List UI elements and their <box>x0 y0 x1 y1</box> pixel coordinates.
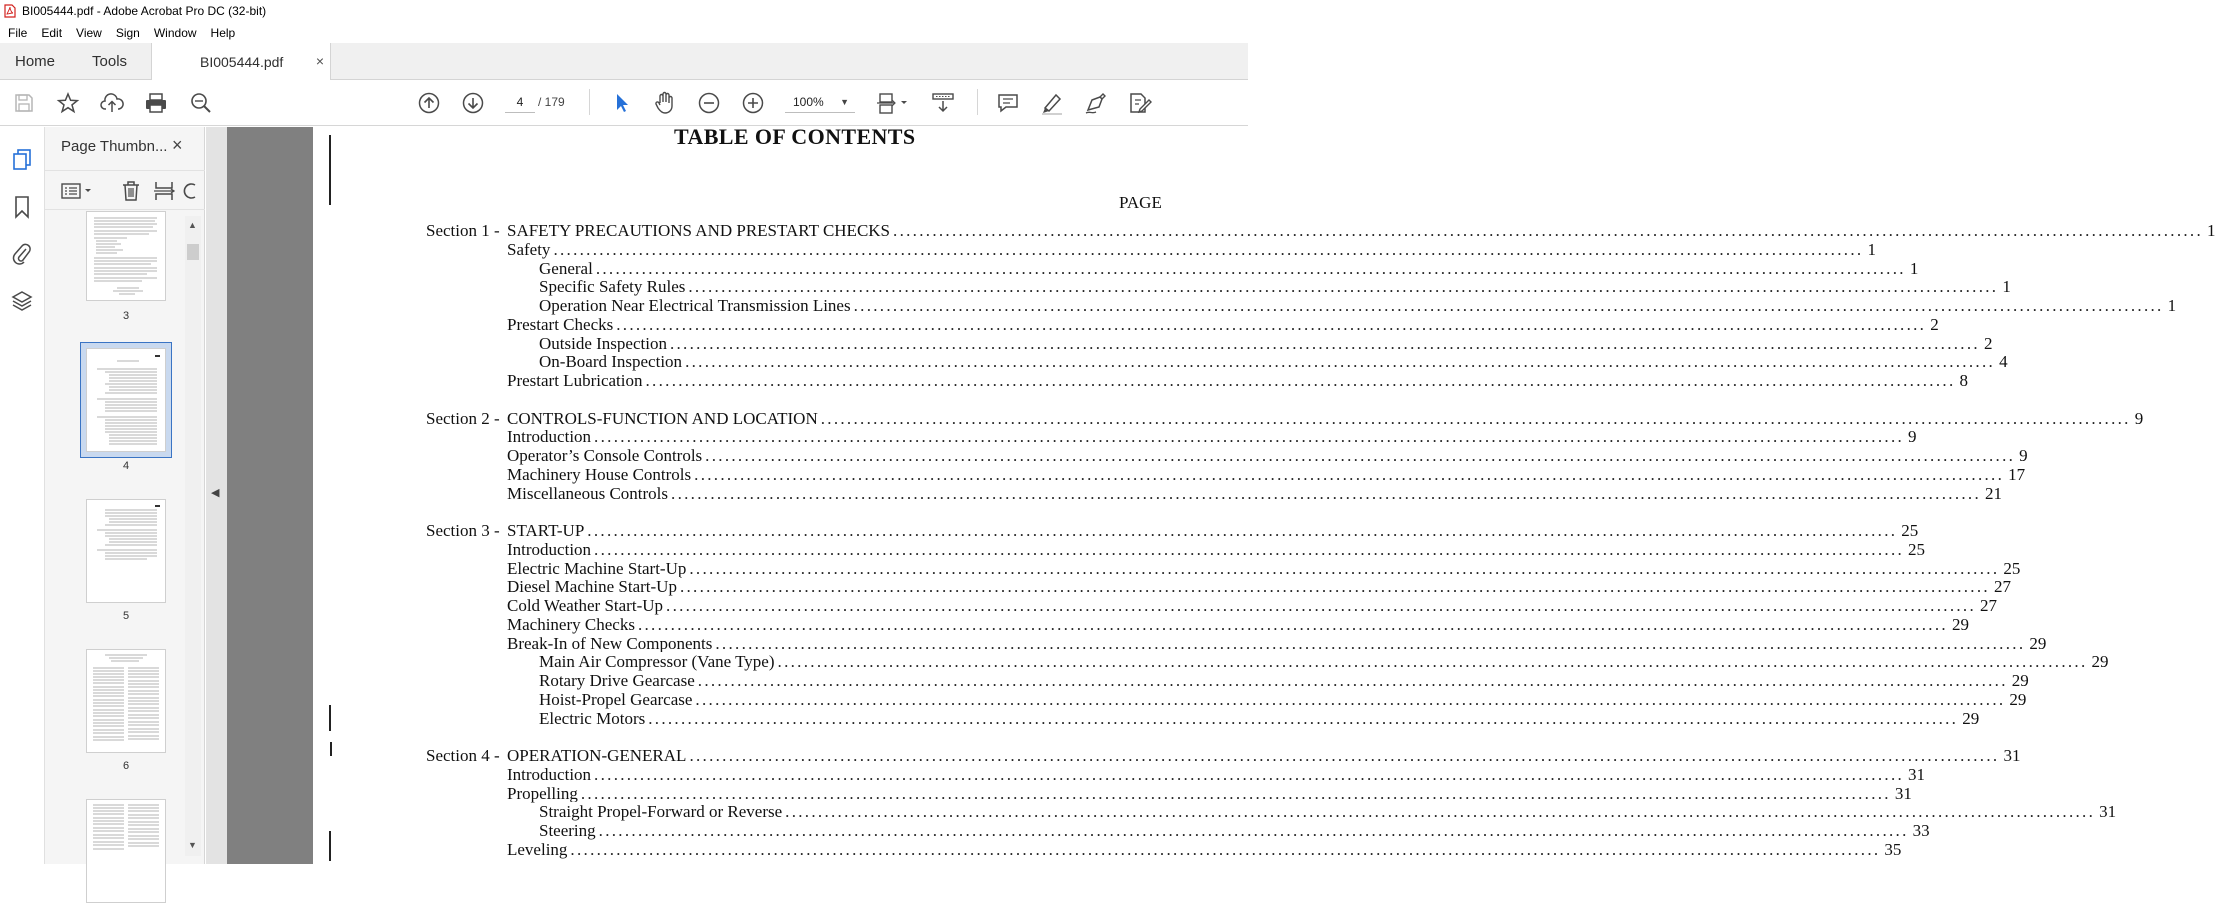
toc-entry-title: Main Air Compressor (Vane Type) <box>539 652 778 672</box>
fit-page-icon[interactable] <box>875 91 911 115</box>
toc-entry <box>507 614 1969 634</box>
toc-entry <box>507 464 2026 484</box>
section-prefix: Section 2 - <box>426 408 500 428</box>
menu-file[interactable]: File <box>8 25 28 40</box>
thumbnail-scrollbar[interactable] <box>185 216 201 856</box>
left-navigation-rail <box>0 127 45 864</box>
toc-entry <box>507 539 1926 559</box>
page-thumbnails-icon[interactable] <box>10 148 34 172</box>
toc-entry-title: Electric Motors <box>539 709 648 729</box>
toc-leader-dots: ........................................................................................................................................................................................................ <box>671 483 1982 503</box>
attachment-paperclip-icon[interactable] <box>10 241 34 265</box>
toc-entry <box>539 333 1993 353</box>
page-number-input[interactable]: 4 <box>505 91 535 113</box>
toc-leader-dots: ........................................................................................................................................................................................................ <box>695 689 2006 709</box>
chevron-down-icon: ▼ <box>840 97 849 107</box>
toc-entry-title: Introduction <box>507 765 594 785</box>
toc-entry-title: Propelling <box>507 784 581 804</box>
toc-leader-dots: ........................................................................................................................................................................................................ <box>705 446 2016 465</box>
toc-entry-page: 1 <box>2203 221 2216 241</box>
thumbnail-page-5[interactable] <box>86 499 166 603</box>
toc-entry-title: Electric Machine Start-Up <box>507 559 689 579</box>
toc-entry-title: Hoist-Propel Gearcase <box>539 690 695 710</box>
toc-entry-page: 1 <box>2164 296 2177 316</box>
select-cursor-icon[interactable] <box>609 91 633 115</box>
toc-entry <box>507 746 2021 765</box>
toc-leader-dots: ........................................................................................................................................................................................................ <box>598 821 1909 840</box>
toc-leader-dots: ........................................................................................................................................................................................................ <box>777 652 2088 672</box>
toc-leader-dots: ........................................................................................................................................................................................................ <box>820 408 2131 428</box>
toc-entry-title: Specific Safety Rules <box>539 277 688 297</box>
toc-entry-title: Introduction <box>507 540 594 560</box>
toc-entry <box>507 596 1998 615</box>
toc-leader-dots: ........................................................................................................................................................................................................ <box>580 783 1891 803</box>
toc-leader-dots: ........................................................................................................................................................................................................ <box>785 802 2096 822</box>
delete-trash-icon[interactable] <box>119 179 143 203</box>
toc-leader-dots: ........................................................................................................................................................................................................ <box>666 596 1977 615</box>
toc-leader-dots: ........................................................................................................................................................................................................ <box>688 277 1999 297</box>
toolbar-separator <box>977 89 978 115</box>
thumbnail-page-6[interactable] <box>86 649 166 753</box>
save-icon[interactable] <box>12 91 36 115</box>
toc-leader-dots: ........................................................................................................................................................................................................ <box>594 539 1905 559</box>
toc-entry-page: 29 <box>1948 615 1969 635</box>
toc-entry-page: 1 <box>1863 240 1876 260</box>
toc-entry-title: Operation Near Electrical Transmission Lines <box>539 296 854 316</box>
toc-entry-title: Prestart Lubrication <box>507 371 646 391</box>
toc-entry <box>507 483 2003 503</box>
thumbnail-page-3[interactable] <box>86 211 166 301</box>
toc-entry-page: 2 <box>1926 315 1939 335</box>
toc-entry-title: Outside Inspection <box>539 334 670 354</box>
section-prefix: Section 3 - <box>426 521 500 540</box>
close-panel-button[interactable]: × <box>172 135 183 155</box>
menu-window[interactable]: Window <box>153 25 197 40</box>
toc-entry <box>507 558 2021 578</box>
scan-artifact <box>329 831 331 861</box>
toc-entry-title: Steering <box>539 821 599 841</box>
toc-leader-dots: ........................................................................................................................................................................................................ <box>694 464 2005 484</box>
acrobat-logo-icon <box>4 4 16 18</box>
previous-page-icon[interactable] <box>417 91 441 115</box>
layers-icon[interactable] <box>10 289 34 313</box>
toc-entry-title: Prestart Checks <box>507 315 616 335</box>
toc-entry-page: 29 <box>2088 652 2109 672</box>
toc-leader-dots: ........................................................................................................................................................................................................ <box>715 633 2026 653</box>
toc-entry-page: 8 <box>1956 371 1969 391</box>
edit-document-icon[interactable] <box>1128 91 1152 115</box>
sign-pen-icon[interactable] <box>1084 91 1108 115</box>
panel-toolbar <box>45 170 205 210</box>
toc-entry-page: 33 <box>1909 821 1930 841</box>
toc-entry <box>507 427 1917 447</box>
toc-entry <box>507 446 2028 465</box>
toc-entry-page: 21 <box>1981 484 2002 504</box>
toc-entry-title: START-UP <box>507 521 587 541</box>
toc-entry-title: OPERATION-GENERAL <box>507 746 689 766</box>
toc-entry-page: 25 <box>1904 540 1925 560</box>
star-icon[interactable] <box>56 91 80 115</box>
toc-leader-dots: ........................................................................................................................................................................................................ <box>648 708 1959 728</box>
toc-leader-dots: ........................................................................................................................................................................................................ <box>685 352 1996 372</box>
zoom-in-icon[interactable] <box>741 91 765 115</box>
toc-entry-title: SAFETY PRECAUTIONS AND PRESTART CHECKS <box>507 221 893 241</box>
collapse-panel-icon[interactable]: ◀ <box>211 487 220 499</box>
toc-entry-page: 27 <box>1976 596 1997 616</box>
zoom-select[interactable] <box>785 91 855 113</box>
toc-leader-dots: ........................................................................................................................................................................................................ <box>595 258 1906 278</box>
toc-entry-page: 9 <box>1904 427 1917 447</box>
toolbar <box>0 80 1248 126</box>
tab-document[interactable] <box>151 43 331 80</box>
toc-entry-page: 31 <box>1999 746 2020 766</box>
close-tab-button[interactable]: × <box>315 53 324 69</box>
toc-entry-title: General <box>539 259 596 279</box>
toc-entry <box>507 783 1912 803</box>
toc-leader-dots: ........................................................................................................................................................................................................ <box>689 558 2000 578</box>
toc-entry <box>507 839 1902 859</box>
section-prefix: Section 1 - <box>426 221 500 240</box>
page-total: / 179 <box>538 95 565 109</box>
scrollbar-thumb[interactable] <box>187 244 199 260</box>
menu-view[interactable]: View <box>76 25 102 40</box>
insert-pages-icon[interactable] <box>152 179 176 203</box>
toc-entry <box>539 671 2029 690</box>
rotate-icon[interactable] <box>184 179 198 203</box>
toc-entry-page: 29 <box>1958 709 1979 729</box>
options-menu-icon[interactable] <box>59 179 95 203</box>
toc-entry <box>507 408 2144 428</box>
pdf-page <box>313 124 2216 864</box>
toc-entry <box>539 652 2109 672</box>
toc-entry-title: Safety <box>507 240 553 260</box>
toc-entry <box>507 239 1876 259</box>
toc-entry-title: Rotary Drive Gearcase <box>539 671 698 691</box>
thumbnail-label-6: 6 <box>122 760 130 772</box>
toc-entry <box>539 689 2027 709</box>
toc-leader-dots: ........................................................................................................................................................................................................ <box>553 239 1864 259</box>
toc-entry-page: 29 <box>2025 634 2046 654</box>
toc-entry <box>539 708 1980 728</box>
toc-entry-title: Straight Propel-Forward or Reverse <box>539 802 785 822</box>
toc-leader-dots: ........................................................................................................................................................................................................ <box>853 296 2164 315</box>
toc-heading: TABLE OF CONTENTS <box>674 124 916 149</box>
toc-entry-page: 27 <box>1990 577 2011 597</box>
toc-leader-dots: ........................................................................................................................................................................................................ <box>697 671 2008 690</box>
toc-entry-page: 31 <box>2095 802 2116 822</box>
print-icon[interactable] <box>144 91 168 115</box>
toc-entry <box>539 821 1930 840</box>
toc-entry-title: Cold Weather Start-Up <box>507 596 666 616</box>
scan-artifact <box>329 135 331 205</box>
toc-entry-page: 35 <box>1880 840 1901 860</box>
toc-leader-dots: ........................................................................................................................................................................................................ <box>669 333 1980 353</box>
toc-entry-title: Machinery Checks <box>507 615 638 635</box>
toc-entry <box>507 221 2216 240</box>
toc-leader-dots: ........................................................................................................................................................................................................ <box>893 221 2204 240</box>
scan-artifact <box>330 742 332 756</box>
page-thumbnails-panel <box>45 127 205 864</box>
search-icon[interactable] <box>189 91 213 115</box>
toc-entry-page: 31 <box>1904 765 1925 785</box>
toc-entry-page: 9 <box>2131 409 2144 429</box>
menu-help[interactable]: Help <box>210 25 236 40</box>
toc-entry <box>507 577 2011 597</box>
toc-entry-title: Machinery House Controls <box>507 465 694 485</box>
thumbnail-list <box>45 211 189 856</box>
toc-leader-dots: ........................................................................................................................................................................................................ <box>594 427 1905 447</box>
tab-bar <box>0 43 1248 80</box>
toc-leader-dots: ........................................................................................................................................................................................................ <box>637 614 1948 634</box>
thumbnail-page-4[interactable] <box>86 348 166 452</box>
toc-entry-title: Introduction <box>507 427 594 447</box>
toc-entry-title: Break-In of New Components <box>507 634 715 654</box>
toc-entry-page: 1 <box>1906 259 1919 279</box>
document-margin <box>227 127 313 864</box>
highlight-pen-icon[interactable] <box>1040 91 1064 115</box>
section-prefix: Section 4 - <box>426 746 500 765</box>
toc-leader-dots: ........................................................................................................................................................................................................ <box>679 577 1990 597</box>
toc-entry-title: Operator’s Console Controls <box>507 446 705 466</box>
toc-leader-dots: ........................................................................................................................................................................................................ <box>594 764 1905 784</box>
toc-entry <box>539 296 2177 315</box>
toc-entry-title: Miscellaneous Controls <box>507 484 671 504</box>
toc-entry-page: 9 <box>2015 446 2028 466</box>
toc-entry <box>539 277 2011 297</box>
bookmark-icon[interactable] <box>10 195 34 219</box>
toc-entry-page: 17 <box>2004 465 2025 485</box>
menu-bar <box>0 22 1248 43</box>
toc-entry <box>539 802 2117 822</box>
toc-entry <box>507 314 1939 334</box>
scroll-up-icon[interactable]: ▲ <box>188 220 197 230</box>
next-page-icon[interactable] <box>461 91 485 115</box>
thumbnail-label-4: 4 <box>122 460 130 472</box>
scan-artifact <box>329 705 331 731</box>
menu-sign[interactable]: Sign <box>115 25 140 40</box>
toc-entry <box>539 352 2008 372</box>
document-tab-title: BI005444.pdf <box>200 53 284 70</box>
comment-icon[interactable] <box>996 91 1020 115</box>
toc-leader-dots: ........................................................................................................................................................................................................ <box>570 839 1881 859</box>
toc-entry-page: 29 <box>2005 690 2026 710</box>
thumbnail-page-7[interactable] <box>86 799 166 903</box>
toc-entry-page: 4 <box>1995 352 2008 372</box>
hand-tool-icon[interactable] <box>653 91 677 115</box>
toc-entry <box>507 521 1919 540</box>
toc-leader-dots: ........................................................................................................................................................................................................ <box>689 746 2000 765</box>
toc-entry <box>507 371 1968 390</box>
toc-entry-title: Leveling <box>507 840 570 860</box>
toc-entry-page: 25 <box>1897 521 1918 541</box>
toc-entry <box>507 633 2047 653</box>
toc-entry-page: 31 <box>1891 784 1912 804</box>
scroll-down-icon[interactable]: ▼ <box>188 840 197 850</box>
toc-entry-title: CONTROLS-FUNCTION AND LOCATION <box>507 409 821 429</box>
page-column-label: PAGE <box>1119 193 1162 212</box>
toc-entry-page: 29 <box>2008 671 2029 691</box>
toc-entry-title: On-Board Inspection <box>539 352 685 372</box>
thumbnail-label-5: 5 <box>122 610 130 622</box>
toc-leader-dots: ........................................................................................................................................................................................................ <box>587 521 1898 540</box>
toc-entry <box>539 258 1919 278</box>
toc-entry-title: Diesel Machine Start-Up <box>507 577 680 597</box>
menu-edit[interactable]: Edit <box>41 25 63 40</box>
tab-tools[interactable]: Tools <box>92 52 128 70</box>
panel-title: Page Thumbn... <box>61 138 168 155</box>
toc-entry-page: 25 <box>1999 559 2020 579</box>
tab-home[interactable]: Home <box>15 52 56 70</box>
window-title: BI005444.pdf - Adobe Acrobat Pro DC (32-bit) <box>22 4 267 18</box>
zoom-out-icon[interactable] <box>697 91 721 115</box>
toc-leader-dots: ........................................................................................................................................................................................................ <box>645 371 1956 390</box>
toc-entry-page: 1 <box>1998 277 2011 297</box>
title-bar <box>0 0 1248 22</box>
upload-cloud-icon[interactable] <box>100 91 124 115</box>
toolbar-separator <box>589 89 590 115</box>
toc-leader-dots: ........................................................................................................................................................................................................ <box>616 314 1927 334</box>
toc-entry <box>507 764 1926 784</box>
thumbnail-label-3: 3 <box>122 310 130 322</box>
scroll-mode-icon[interactable] <box>931 91 955 115</box>
zoom-value: 100% <box>793 95 824 109</box>
toc-entry-page: 2 <box>1980 334 1993 354</box>
